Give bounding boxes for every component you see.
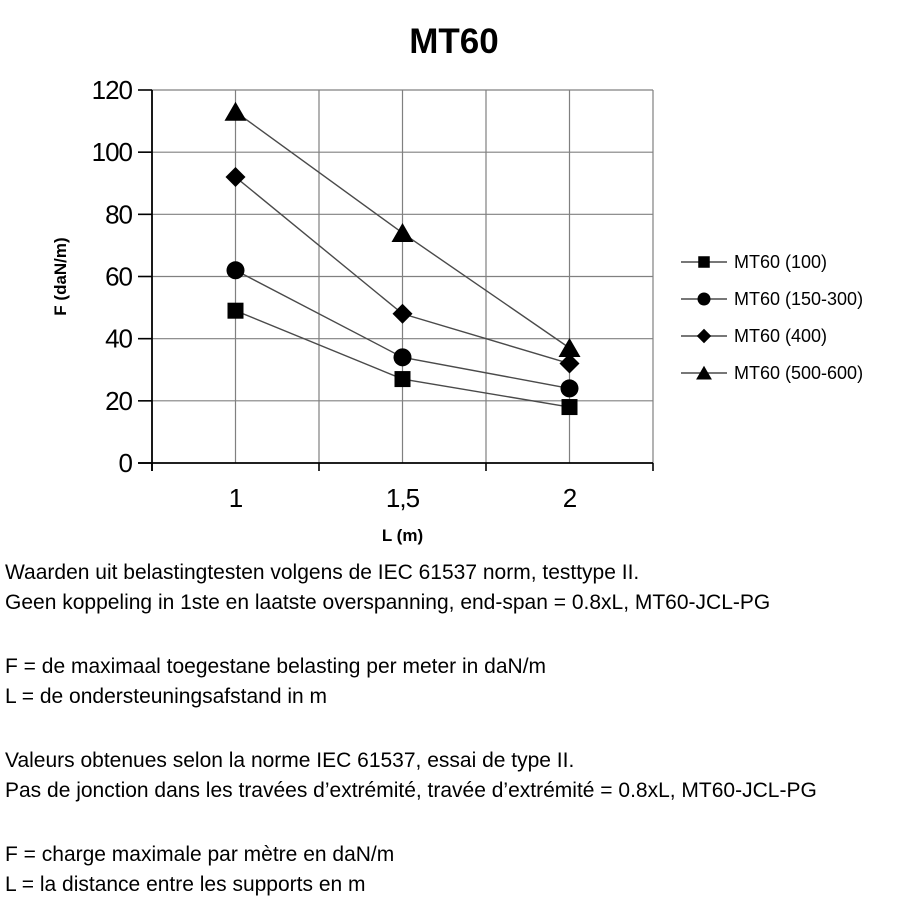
triangle-marker <box>559 338 581 357</box>
x-axis-title: L (m) <box>381 526 424 545</box>
note-line: F = de maximaal toegestane belasting per meter in daN/m <box>5 655 547 678</box>
y-axis-title: F (daN/m) <box>51 237 70 316</box>
square-marker <box>395 371 411 387</box>
legend-swatch-square-icon <box>681 252 727 272</box>
note-line: L = la distance entre les supports en m <box>5 873 366 896</box>
circle-marker <box>394 348 412 366</box>
chart-title: MT60 <box>409 22 499 61</box>
note-line: F = charge maximale par mètre en daN/m <box>5 843 395 866</box>
note-line: Pas de jonction dans les travées d’extrémité, travée d’extrémité = 0.8xL, MT60-JCL-PG <box>5 779 817 802</box>
legend-swatch-triangle-icon <box>681 363 727 383</box>
legend-item <box>681 363 863 383</box>
legend-item <box>681 289 863 309</box>
legend <box>681 252 863 400</box>
diamond-marker <box>226 167 246 187</box>
x-tick-label: 2 <box>562 483 577 513</box>
legend-item <box>681 326 863 346</box>
legend-swatch-circle-icon <box>681 289 727 309</box>
y-tick-label: 0 <box>118 448 132 478</box>
x-tick-label: 1,5 <box>385 483 420 513</box>
y-tick-label: 20 <box>105 385 132 416</box>
legend-label: MT60 (150-300) <box>734 288 864 309</box>
y-tick-label: 120 <box>91 75 132 105</box>
y-tick-label: 40 <box>105 323 132 354</box>
note-block-fr-legend <box>5 840 905 900</box>
circle-marker <box>561 379 579 397</box>
triangle-marker <box>392 223 414 242</box>
triangle-marker <box>225 102 247 121</box>
note-line: L = de ondersteuningsafstand in m <box>5 685 328 708</box>
legend-label: MT60 (400) <box>734 325 828 346</box>
legend-square-icon <box>698 256 710 268</box>
y-tick-label: 80 <box>105 199 132 230</box>
note-block-nl-legend <box>5 652 905 712</box>
legend-item <box>681 252 863 272</box>
notes <box>5 558 905 900</box>
diamond-marker <box>393 304 413 324</box>
x-tick-label: 1 <box>228 483 243 513</box>
circle-marker <box>227 261 245 279</box>
y-tick-label: 100 <box>91 137 132 168</box>
legend-label: MT60 (500-600) <box>734 362 864 383</box>
legend-label: MT60 (100) <box>734 251 828 272</box>
y-tick-label: 60 <box>105 261 132 292</box>
legend-swatch-diamond-icon <box>681 326 727 346</box>
legend-diamond-icon <box>697 329 711 343</box>
note-block-nl-test <box>5 558 905 618</box>
note-line: Valeurs obtenues selon la norme IEC 61537, essai de type II. <box>5 749 575 772</box>
square-marker <box>228 303 244 319</box>
square-marker <box>562 399 578 415</box>
legend-circle-icon <box>698 293 711 306</box>
note-line: Geen koppeling in 1ste en laatste overspanning, end-span = 0.8xL, MT60-JCL-PG <box>5 591 771 614</box>
note-block-fr-test <box>5 746 905 806</box>
note-line: Waarden uit belastingtesten volgens de IEC 61537 norm, testtype II. <box>5 561 640 584</box>
